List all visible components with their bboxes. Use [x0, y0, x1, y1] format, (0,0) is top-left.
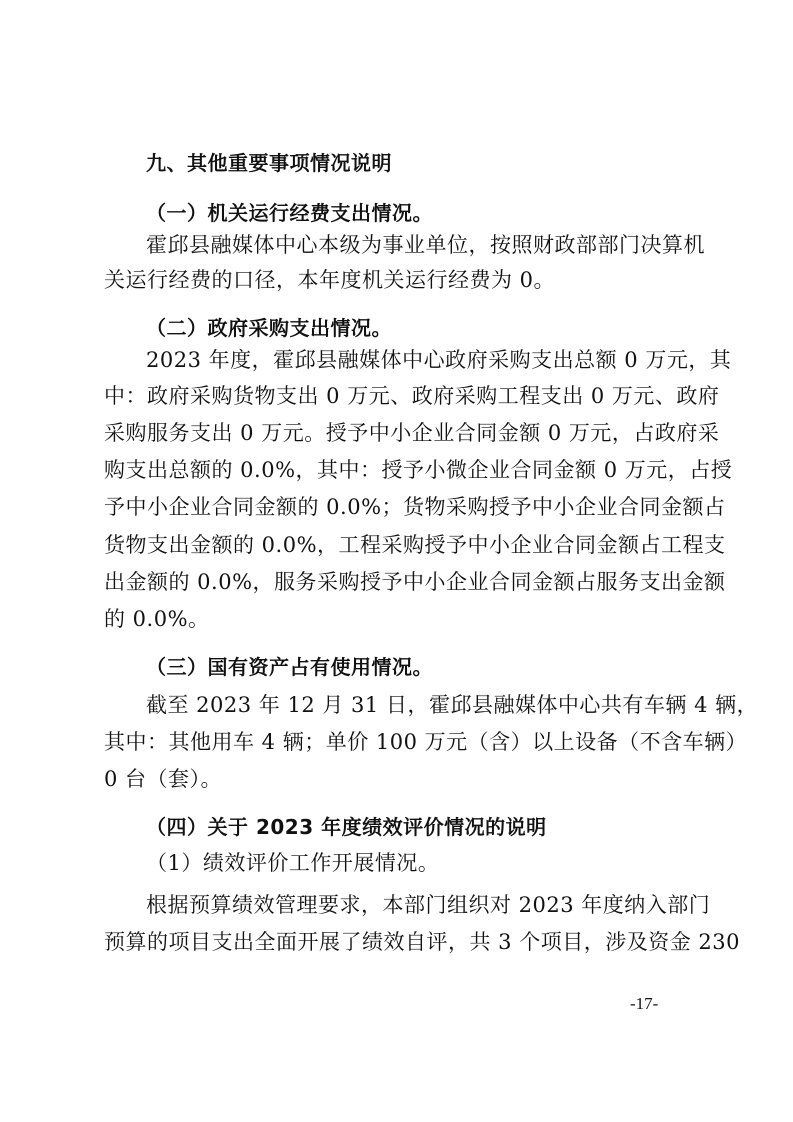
- paragraph-line: 根据预算绩效管理要求，本部门组织对 2023 年度纳入部门: [146, 893, 711, 917]
- paragraph-line: 予中小企业合同金额的 0.0%；货物采购授予中小企业合同金额占: [104, 495, 726, 519]
- paragraph-line: 截至 2023 年 12 月 31 日，霍邱县融媒体中心共有车辆 4 辆，: [146, 693, 759, 717]
- paragraph-line: 关运行经费的口径，本年度机关运行经费为 0。: [104, 268, 556, 292]
- paragraph-line: 0 台（套）。: [104, 767, 223, 791]
- subsection-3-heading: （三）国有资产占有使用情况。: [146, 655, 433, 679]
- section-heading: 九、其他重要事项情况说明: [146, 151, 392, 175]
- subsection-4-heading: （四）关于 2023 年度绩效评价情况的说明: [146, 815, 547, 839]
- paragraph-line: 预算的项目支出全面开展了绩效自评，共 3 个项目，涉及资金 230: [104, 930, 740, 954]
- subsection-1-heading: （一）机关运行经费支出情况。: [146, 201, 433, 225]
- paragraph-line: 中：政府采购货物支出 0 万元、政府采购工程支出 0 万元、政府: [104, 384, 720, 408]
- page-number: -17-: [630, 994, 659, 1013]
- paragraph-line: 购支出总额的 0.0%，其中：授予小微企业合同金额 0 万元，占授: [104, 458, 733, 482]
- subsection-2-heading: （二）政府采购支出情况。: [146, 316, 392, 340]
- paragraph-line: 出金额的 0.0%，服务采购授予中小企业合同金额占服务支出金额: [104, 570, 726, 594]
- paragraph-line: 的 0.0%。: [104, 607, 210, 631]
- paragraph-line: 货物支出金额的 0.0%，工程采购授予中小企业合同金额占工程支: [104, 533, 726, 557]
- paragraph-line: 其中：其他用车 4 辆；单价 100 万元（含）以上设备（不含车辆）: [104, 730, 748, 754]
- paragraph-line: 霍邱县融媒体中心本级为事业单位，按照财政部部门决算机: [146, 233, 705, 257]
- paragraph-line: 2023 年度，霍邱县融媒体中心政府采购支出总额 0 万元，其: [146, 348, 732, 372]
- paragraph-line: 采购服务支出 0 万元。授予中小企业合同金额 0 万元，占政府采: [104, 421, 720, 445]
- item-heading: （1）绩效评价工作开展情况。: [146, 851, 440, 875]
